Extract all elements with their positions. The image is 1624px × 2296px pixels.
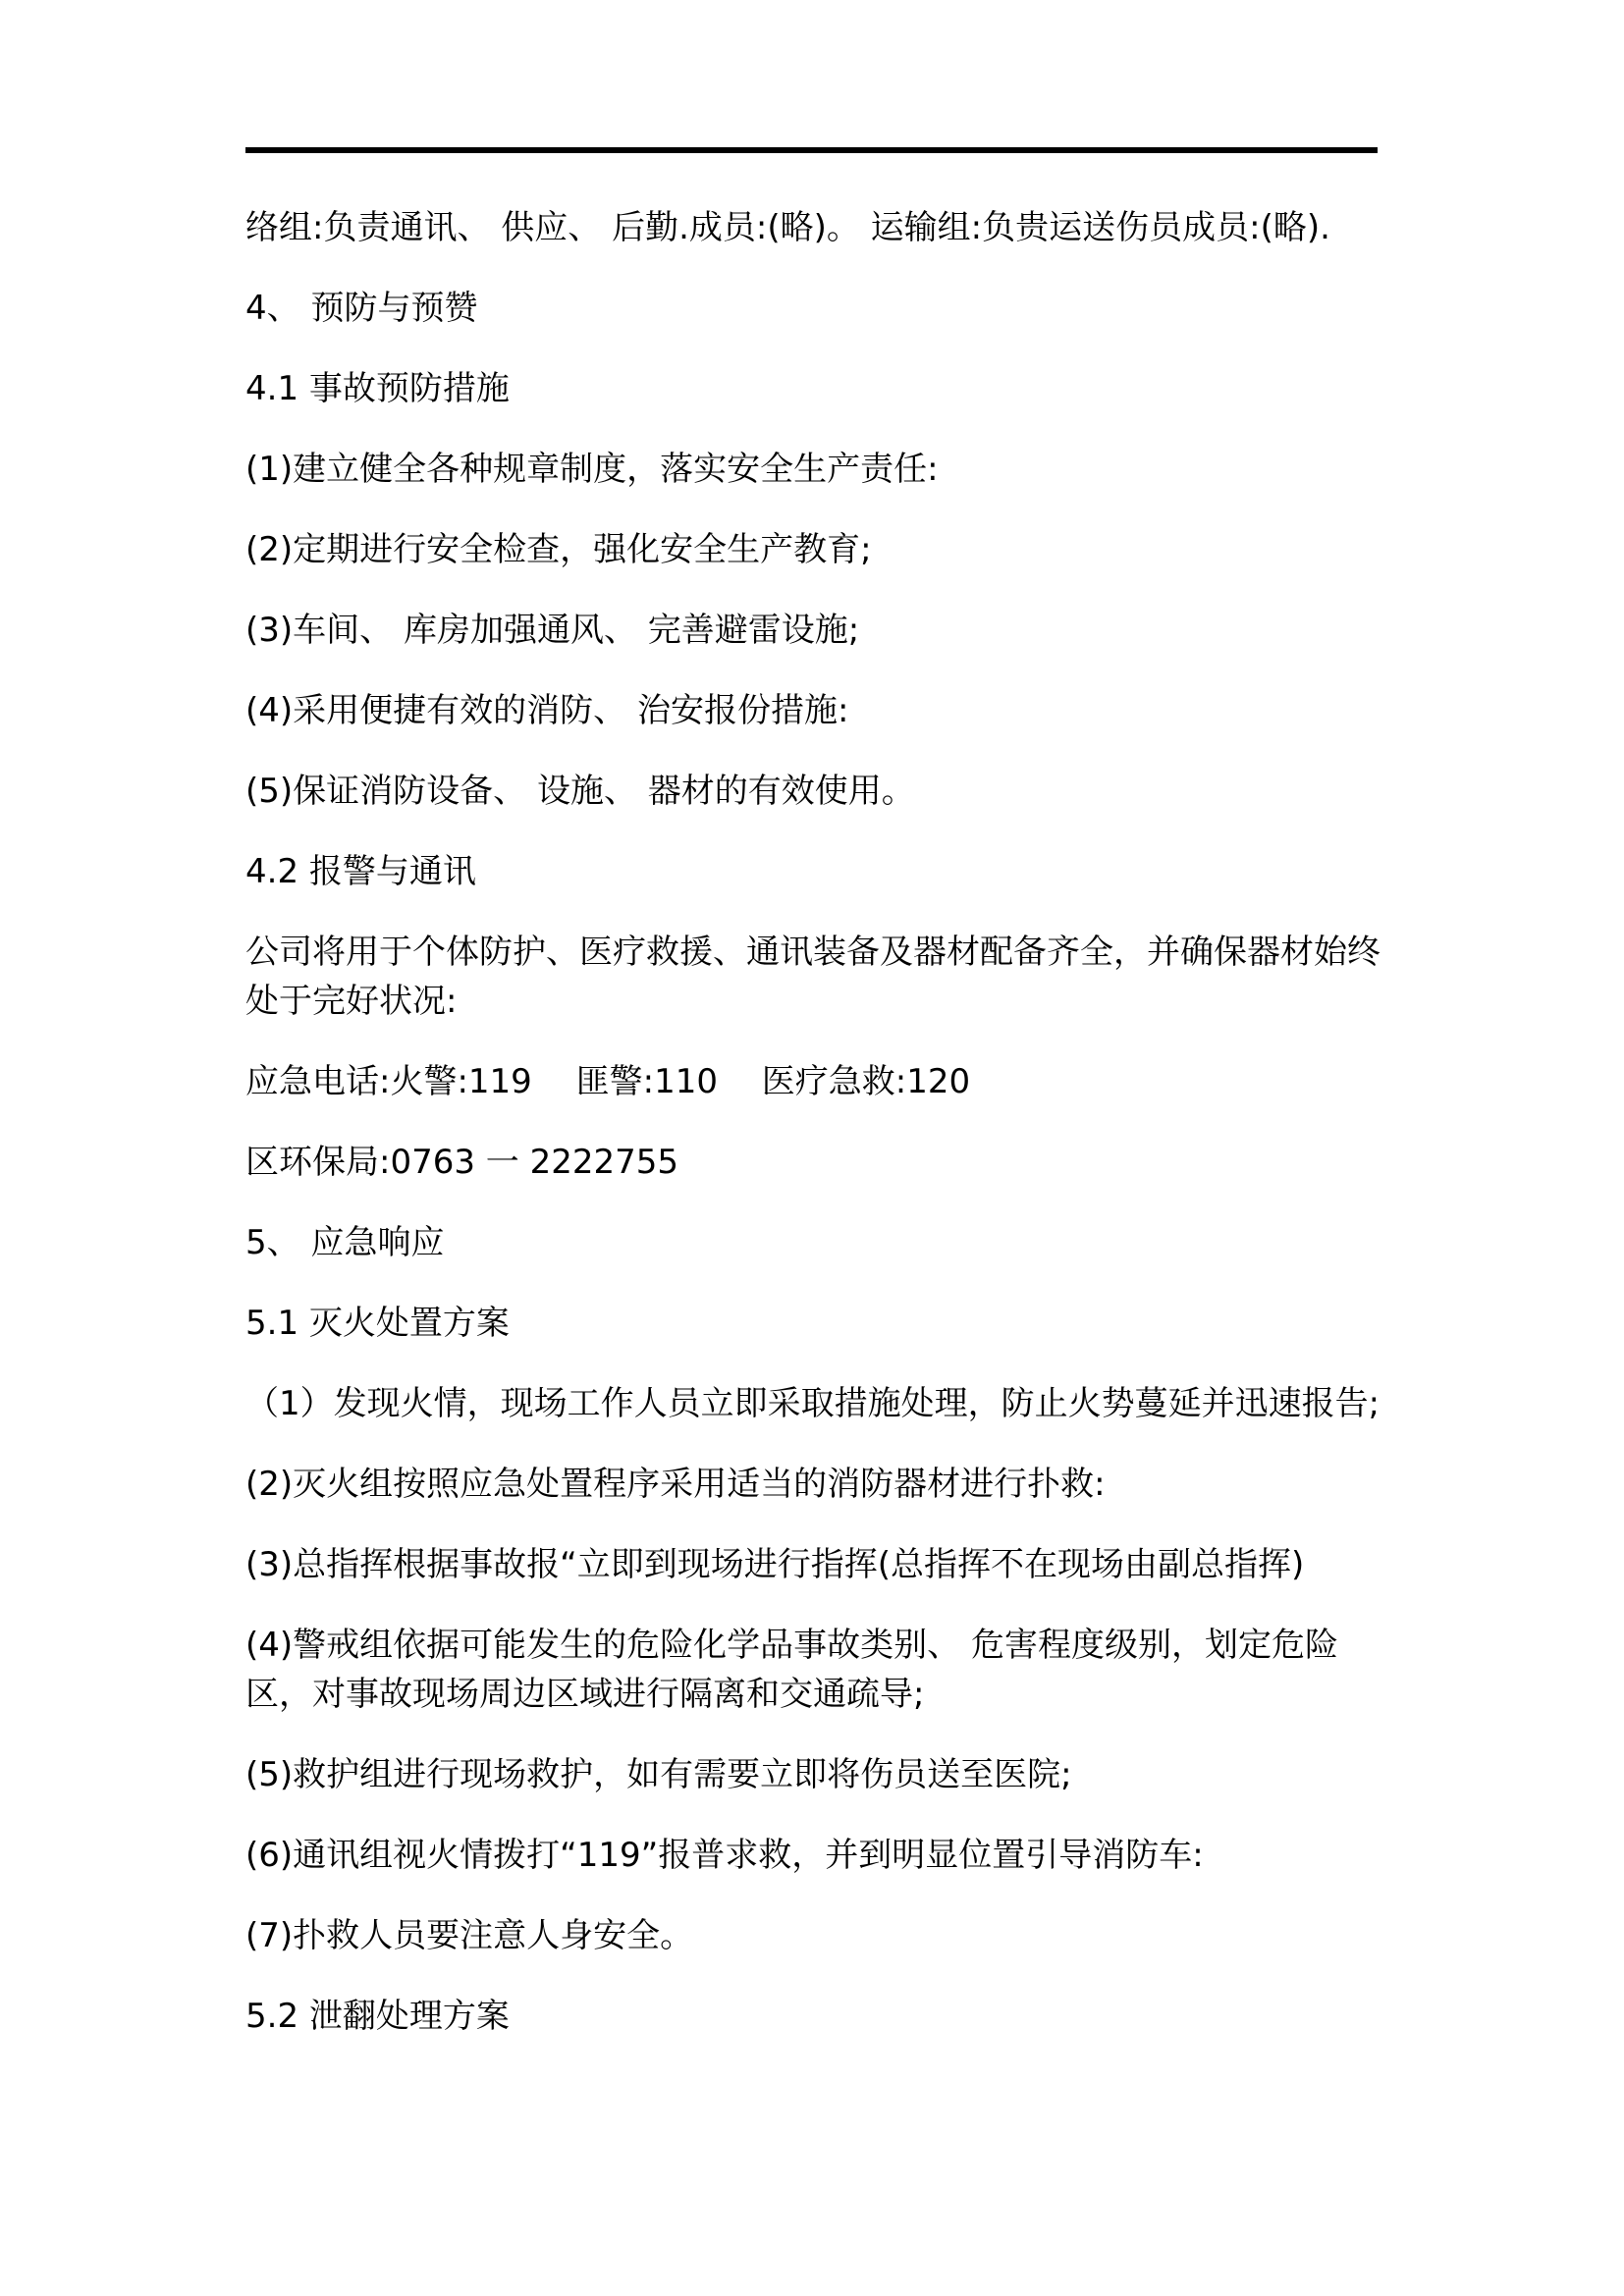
list-item-firefight-3: (3)总指挥根据事故报“立即到现场进行指挥(总指挥不在现场由副总指挥) [245,1545,1305,1584]
list-item-prevention-1: (1)建立健全各种规章制度，落实安全生产责任: [245,450,939,489]
list-item-firefight-7: (7)扑救人员要注意人身安全。 [245,1916,694,1955]
list-item-firefight-6: (6)通讯组视火情拨打“119”报普求救，并到明显位置引导消防车: [245,1836,1204,1875]
epb-phone-number: 区环保局:0763 一 2222755 [245,1143,679,1182]
section-heading-5: 5、 应急响应 [245,1223,445,1262]
list-item-prevention-3: (3)车间、 库房加强通风、 完善避雷设施; [245,611,860,650]
emergency-phone-numbers: 应急电话:火警:119 匪警:110 医疗急救:120 [245,1062,971,1101]
subsection-heading-4-2: 4.2 报警与通讯 [245,852,476,891]
subsection-heading-5-2: 5.2 泄翻处理方案 [245,1997,510,2036]
list-item-prevention-2: (2)定期进行安全检查，强化安全生产教育; [245,530,872,569]
list-item-firefight-2: (2)灭火组按照应急处置程序采用适当的消防器材进行扑救: [245,1465,1106,1504]
continuation-text: 络组:负责通讯、 供应、 后勤.成员:(略)。 运输组:负贵运送伤员成员:(略). [245,208,1330,247]
list-item-firefight-5: (5)救护组进行现场救护，如有需要立即将伤员送至医院; [245,1755,1072,1794]
document-body [245,203,1389,2072]
list-item-firefight-4: (4)警戒组依据可能发生的危险化学品事故类别、 危害程度级别，划定危险区，对事故现场周边区域进行隔离和交通疏导; [245,1626,1338,1714]
paragraph-equipment-intro: 公司将用于个体防护、医疗救援、通讯装备及器材配备齐全，并确保器材始终处于完好状况: [245,933,1380,1021]
subsection-heading-5-1: 5.1 灭火处置方案 [245,1304,510,1343]
header-rule [245,147,1378,153]
section-heading-4: 4、 预防与预赞 [245,289,478,328]
list-item-prevention-4: (4)采用便捷有效的消防、 治安报份措施: [245,691,849,730]
list-item-firefight-1: （1）发现火情，现场工作人员立即采取措施处理，防止火势蔓延并迅速报告; [245,1384,1380,1423]
subsection-heading-4-1: 4.1 事故预防措施 [245,369,510,408]
list-item-prevention-5: (5)保证消防设备、 设施、 器材的有效使用。 [245,772,915,811]
